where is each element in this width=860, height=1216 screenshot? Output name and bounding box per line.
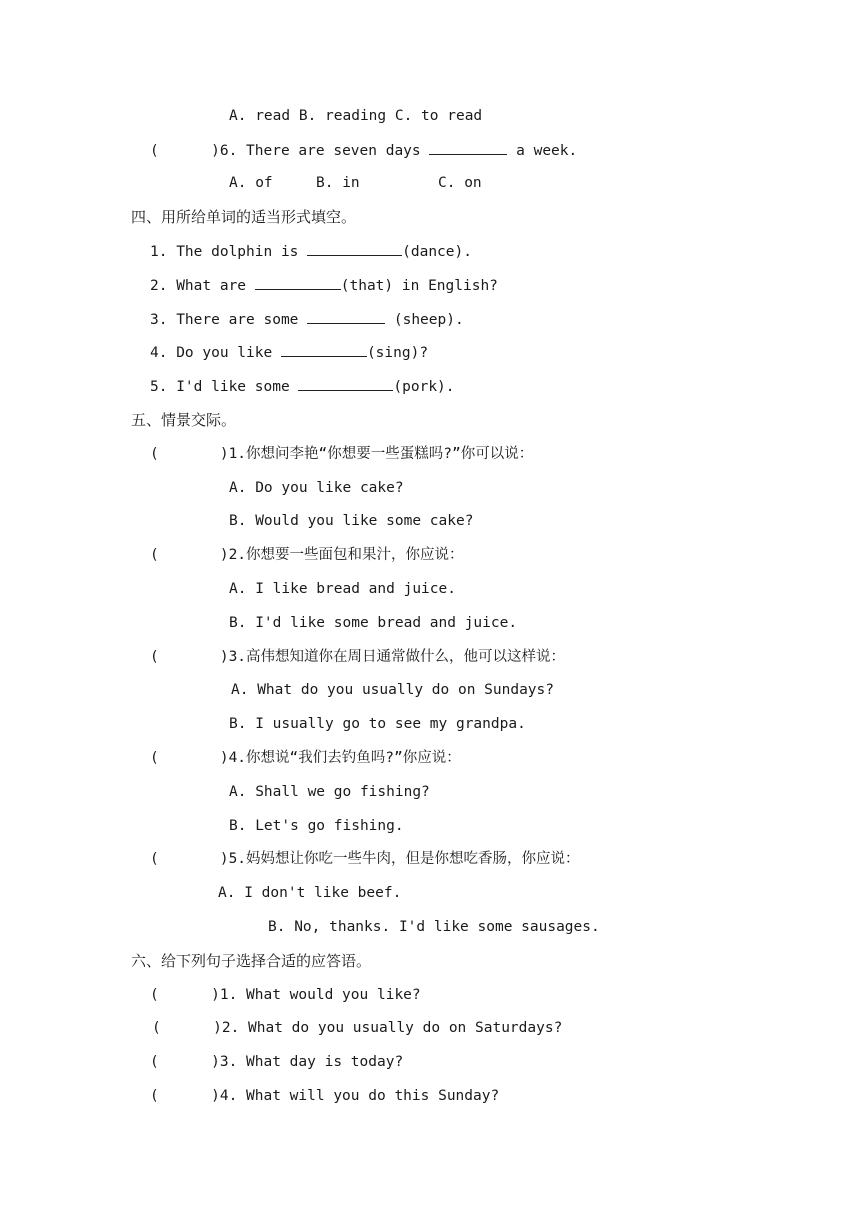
answer-paren[interactable]: ( ) <box>150 143 220 159</box>
answer-paren[interactable]: ( ) <box>150 851 229 867</box>
option-b: B. I'd like some bread and juice. <box>229 615 518 631</box>
q6-text-before: There are seven days <box>246 143 421 159</box>
answer-blank[interactable] <box>307 309 385 324</box>
option-a: A. I like bread and juice. <box>229 581 456 597</box>
answer-paren[interactable]: ( ) <box>150 1054 220 1070</box>
answer-paren[interactable]: ( ) <box>150 649 229 665</box>
answer-paren[interactable]: ( ) <box>150 750 229 766</box>
dialog-question: ( )5.妈妈想让你吃一些牛肉，但是你想吃香肠，你应说： <box>150 851 580 867</box>
option-a: A. Do you like cake? <box>229 480 404 496</box>
dialog-question: ( )4.你想说“我们去钓鱼吗?”你应说： <box>150 750 461 766</box>
q6-option-c: C. on <box>438 175 482 191</box>
answer-paren[interactable]: ( ) <box>150 547 229 563</box>
section-5-title: 五、情景交际。 <box>131 411 237 429</box>
fill-item: 5. I'd like some (pork). <box>150 376 455 397</box>
answer-paren[interactable]: ( ) <box>150 1088 220 1104</box>
response-item: ( )1. What would you like? <box>150 987 421 1003</box>
q6-option-b: B. in <box>316 175 360 191</box>
fill-item: 1. The dolphin is (dance). <box>150 241 472 262</box>
q6-option-a: A. of <box>229 175 273 191</box>
answer-blank[interactable] <box>255 275 341 290</box>
fill-item: 2. What are (that) in English? <box>150 275 498 296</box>
fill-item: 4. Do you like (sing)? <box>150 342 428 363</box>
q5-options: A. read B. reading C. to read <box>229 108 483 124</box>
response-item: ( )4. What will you do this Sunday? <box>150 1088 500 1104</box>
answer-paren[interactable]: ( ) <box>150 446 229 462</box>
option-b: B. Let's go fishing. <box>229 818 404 834</box>
response-item: ( )3. What day is today? <box>150 1054 404 1070</box>
dialog-question: ( )2.你想要一些面包和果汁，你应说： <box>150 547 464 563</box>
option-a: A. I don't like beef. <box>218 885 402 901</box>
q6-number: 6. <box>219 143 238 159</box>
option-a: A. What do you usually do on Sundays? <box>231 682 555 698</box>
answer-paren[interactable]: ( ) <box>152 1020 222 1036</box>
section-6-title: 六、给下列句子选择合适的应答语。 <box>131 952 372 970</box>
section-4-title: 四、用所给单词的适当形式填空。 <box>131 208 357 226</box>
option-a: A. Shall we go fishing? <box>229 784 430 800</box>
option-b: B. No, thanks. I'd like some sausages. <box>268 919 600 935</box>
answer-blank[interactable] <box>281 342 367 357</box>
dialog-question: ( )3.高伟想知道你在周日通常做什么，他可以这样说： <box>150 649 566 665</box>
answer-paren[interactable]: ( ) <box>150 987 220 1003</box>
response-item: ( )2. What do you usually do on Saturdays? <box>152 1020 563 1036</box>
dialog-question: ( )1.你想问李艳“你想要一些蛋糕吗?”你可以说： <box>150 446 534 462</box>
option-b: B. I usually go to see my grandpa. <box>229 716 526 732</box>
option-b: B. Would you like some cake? <box>229 513 474 529</box>
answer-blank[interactable] <box>298 376 393 391</box>
answer-blank[interactable] <box>307 241 402 256</box>
q6-row <box>150 140 577 161</box>
q6-text-after: a week. <box>516 143 578 159</box>
fill-item: 3. There are some (sheep). <box>150 309 464 330</box>
answer-blank[interactable] <box>429 140 507 155</box>
